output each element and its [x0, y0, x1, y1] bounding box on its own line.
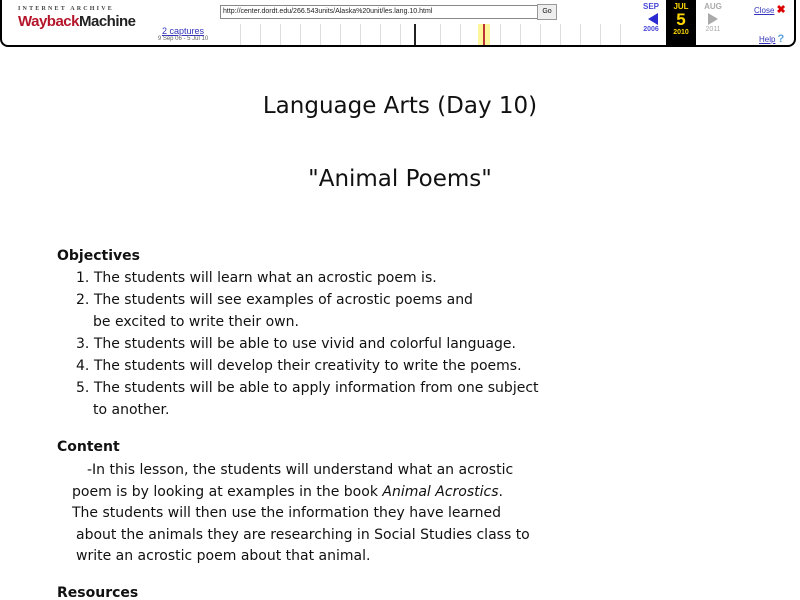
resources-heading: Resources — [57, 585, 139, 600]
timeline-tick — [300, 24, 301, 45]
list-item-continuation: to another. — [93, 402, 170, 418]
wayback-logo[interactable] — [18, 6, 136, 42]
timeline-tick — [380, 24, 381, 45]
go-button[interactable]: Go — [537, 4, 557, 20]
timeline-tick — [600, 24, 601, 45]
content-line: The students will then use the information they have learned — [72, 505, 502, 521]
list-item: 3. The students will be able to use vivid and colorful language. — [76, 336, 516, 352]
page-title: Language Arts (Day 10) — [262, 93, 538, 119]
content-line: -In this lesson, the students will understand what an acrostic — [87, 462, 514, 478]
current-capture — [666, 0, 696, 45]
timeline-tick — [240, 24, 241, 45]
content-line: write an acrostic poem about that animal. — [76, 548, 371, 564]
timeline-tick — [580, 24, 581, 45]
wayback-toolbar — [0, 0, 796, 47]
next-year: 2011 — [705, 26, 721, 33]
current-capture-marker[interactable] — [483, 24, 485, 45]
list-item: 2. The students will see examples of acrostic poems and — [76, 292, 473, 308]
objectives-list — [76, 267, 596, 421]
timeline-tick — [620, 24, 621, 45]
capture-timeline[interactable] — [232, 24, 627, 45]
timeline-tick — [360, 24, 361, 45]
help-link[interactable]: Help — [759, 35, 776, 44]
list-item: 1. The students will learn what an acrostic poem is. — [76, 270, 437, 286]
timeline-tick — [440, 24, 441, 45]
capture-date-navigator — [636, 0, 732, 45]
current-month: JUL — [673, 2, 689, 11]
content-line: about the animals they are researching in Social Studies class to — [76, 526, 530, 543]
book-title: Animal Acrostics — [382, 483, 499, 500]
close-link[interactable]: Close — [754, 6, 775, 15]
capture-marker[interactable] — [414, 24, 416, 45]
content-heading: Content — [57, 439, 120, 455]
current-year: 2010 — [673, 29, 689, 36]
list-item-continuation: be excited to write their own. — [93, 314, 299, 330]
close-icon[interactable]: ✖ — [776, 4, 786, 16]
content-paragraph — [72, 460, 592, 568]
timeline-tick — [460, 24, 461, 45]
arrow-left-icon[interactable] — [648, 13, 658, 25]
arrow-right-icon — [708, 13, 718, 25]
captures-info — [138, 26, 228, 42]
timeline-tick — [320, 24, 321, 45]
help-icon[interactable]: ? — [777, 33, 785, 45]
timeline-tick — [520, 24, 521, 45]
timeline-tick — [560, 24, 561, 45]
page-subtitle: "Animal Poems" — [308, 166, 492, 192]
timeline-tick — [280, 24, 281, 45]
content-line: poem is by looking at examples in the book Animal Acrostics. — [72, 483, 503, 500]
timeline-tick — [540, 24, 541, 45]
prev-year: 2006 — [643, 26, 659, 33]
timeline-tick — [260, 24, 261, 45]
url-input[interactable]: http://center.dordt.edu/266.543units/Alaska%20unit/les.lang.10.html — [220, 5, 538, 19]
captures-link[interactable]: 2 captures — [161, 26, 205, 36]
objectives-heading: Objectives — [57, 248, 140, 264]
current-day: 5 — [676, 10, 686, 29]
internet-archive-label: INTERNET ARCHIVE — [18, 6, 114, 12]
next-month: AUG — [704, 2, 722, 11]
wayback-machine-wordmark: WaybackMachine — [18, 13, 136, 30]
next-capture — [698, 0, 728, 33]
captures-range: 9 Sep 06 - 5 Jul 10 — [157, 36, 209, 42]
help-control[interactable] — [759, 33, 784, 45]
close-control[interactable] — [754, 3, 786, 16]
list-item: 4. The students will develop their creativity to write the poems. — [76, 358, 522, 374]
timeline-tick — [500, 24, 501, 45]
timeline-tick — [340, 24, 341, 45]
prev-month: SEP — [642, 2, 659, 11]
list-item: 5. The students will be able to apply information from one subject — [76, 380, 539, 396]
prev-capture[interactable] — [636, 0, 666, 33]
timeline-tick — [400, 24, 401, 45]
